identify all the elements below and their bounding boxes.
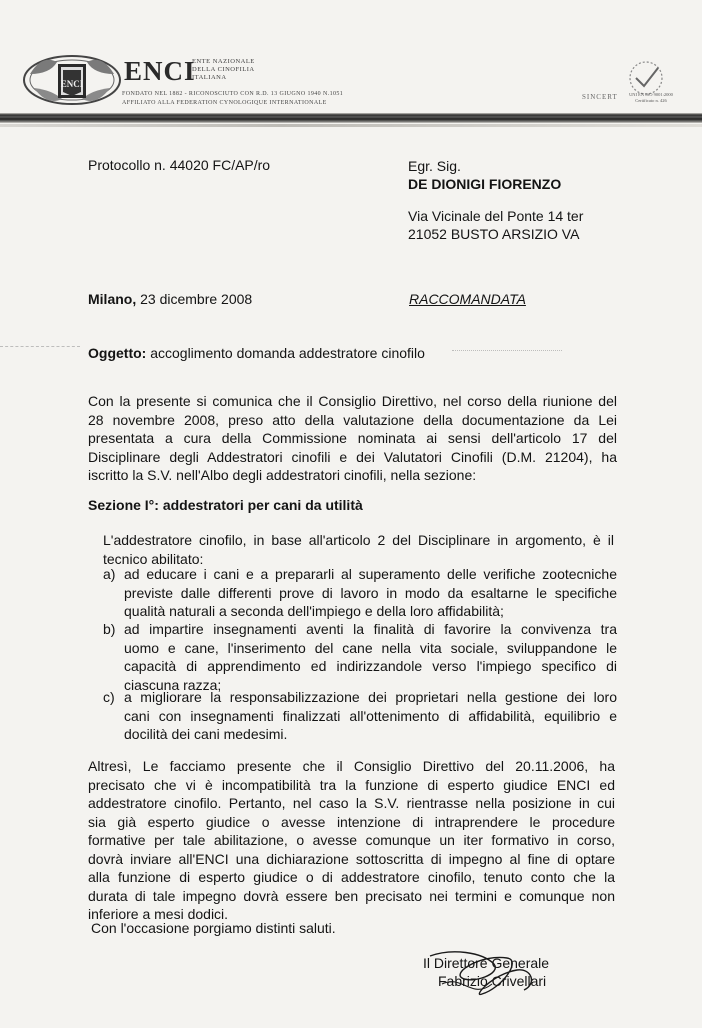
incompatibility-paragraph <box>88 757 615 924</box>
subject-line <box>88 344 425 362</box>
paragraph-line: dovrà inviare all'ENCI una dichiarazione sottoscritta di impegno al fine di optare <box>88 850 615 867</box>
paragraph-line: tecnico abilitato: <box>103 550 204 567</box>
section-intro <box>103 531 614 568</box>
header-rule <box>0 113 702 123</box>
date-line <box>88 290 252 308</box>
paragraph-line: precisato che vi è incompatibilità tra la funzione di esperto giudice ENCI ed <box>88 776 615 793</box>
place: Milano, <box>88 291 137 307</box>
paragraph-line: sia già esperto giudice o avesse intenzione di intraprendere le procedure <box>88 813 615 830</box>
paragraph-line: L'addestratore cinofilo, in base all'articolo 2 del Disciplinare in argomento, è il <box>103 532 614 548</box>
recipient-address-street: Via Vicinale del Ponte 14 ter <box>408 208 584 224</box>
subject-label: Oggetto: <box>88 345 147 361</box>
list-item-text: a migliorare la responsabilizzazione dei proprietari nella gestione dei loro cani con insegnamenti finalizzati all'ottenimento di affidabilità, equilibrio e docilità dei cani medesimi. <box>124 689 617 742</box>
paragraph-line: alla funzione di esperto giudice o di addestratore cinofilo, tenuto conto che la <box>88 869 615 885</box>
paragraph-line: presentata a cura della Commissione nominata ai sensi dell'articolo 17 del <box>88 430 617 446</box>
handwritten-signature <box>412 944 572 1004</box>
recipient-salutation: Egr. Sig. <box>408 158 461 174</box>
paragraph-line: formative per tale abilitazione, o avesse comunque un iter formativo in corso, <box>88 832 615 848</box>
list-marker: a) <box>103 566 116 582</box>
ente-text: ENTE NAZIONALE DELLA CINOFILIA ITALIANA <box>192 58 255 81</box>
intro-paragraph <box>88 392 617 485</box>
recipient-name: DE DIONIGI FIORENZO <box>408 176 562 192</box>
scan-artifact <box>452 350 562 353</box>
enci-logo <box>22 44 122 116</box>
founded-text: FONDATO NEL 1882 - RICONOSCIUTO CON R.D. 13 GIUGNO 1940 N.1051 AFFILIATO ALLA FEDERATION CYNOLOGIQUE INTERNATIONALE <box>122 91 344 106</box>
paragraph-line: inferiore a mesi dodici. <box>88 906 229 922</box>
header-rule-shadow <box>0 124 702 127</box>
list-item-text: ad impartire insegnamenti aventi la finalità di favorire la convivenza tra uomo e cane, l'inserimento del cane nella vita sociale, sviluppandone le capacità di apprendimento ed indirizzandole verso l'impiego specifico di ciascuna razza; <box>124 621 617 693</box>
date: 23 dicembre 2008 <box>136 291 253 307</box>
closing-salutation: Con l'occasione porgiamo distinti saluti. <box>91 920 336 936</box>
signatory-title: Il Direttore Generale <box>423 955 550 971</box>
subject-text: accoglimento domanda addestratore cinofilo <box>146 345 425 361</box>
svg-text:ENCI: ENCI <box>60 79 84 89</box>
delivery-method: RACCOMANDATA <box>409 291 526 307</box>
list-marker: b) <box>103 621 116 637</box>
list-marker: c) <box>103 689 115 705</box>
protocol-number: Protocollo n. 44020 FC/AP/ro <box>88 157 271 173</box>
brand-wordmark: ENCI <box>124 56 196 86</box>
paragraph-line: durata di tale impegno dovrà essere ben precisato nei termini e comunque non <box>88 887 615 904</box>
cert-text: UNI EN ISO 9001:2000 Certificato n. 426 <box>629 92 673 103</box>
paragraph-line: addestratore cinofilo. Pertanto, nel caso la S.V. rientrasse nella posizione in cui <box>88 795 615 811</box>
signatory-name: Fabrizio Crivellari <box>438 973 547 989</box>
recipient-address-city: 21052 BUSTO ARSIZIO VA <box>408 226 580 242</box>
section-title: Sezione I°: addestratori per cani da utilità <box>88 497 363 513</box>
paragraph-line: Altresì, Le facciamo presente che il Consiglio Direttivo del 20.11.2006, ha <box>88 758 615 774</box>
list-item-text: ad educare i cani e a prepararli al superamento delle verifiche zootecniche previste dalle differenti prove di lavoro in modo da esaltarne le specifiche qualità naturali a seconda dell'impiego e della loro affidabilità; <box>124 566 617 619</box>
paragraph-line: iscritto la S.V. nell'Albo degli addestratori cinofili, nella sezione: <box>88 467 477 483</box>
paragraph-line: 28 novembre 2008, preso atto della valutazione della documentazione da Lei <box>88 411 617 428</box>
scan-artifact <box>0 346 80 349</box>
sincert-mark: SINCERT <box>582 93 618 101</box>
paragraph-line: Disciplinare degli Addestratori cinofili e dei Valutatori Cinofili (D.M. 21204), ha <box>88 448 617 465</box>
paragraph-line: Con la presente si comunica che il Consiglio Direttivo, nel corso della riunione del <box>88 393 617 409</box>
